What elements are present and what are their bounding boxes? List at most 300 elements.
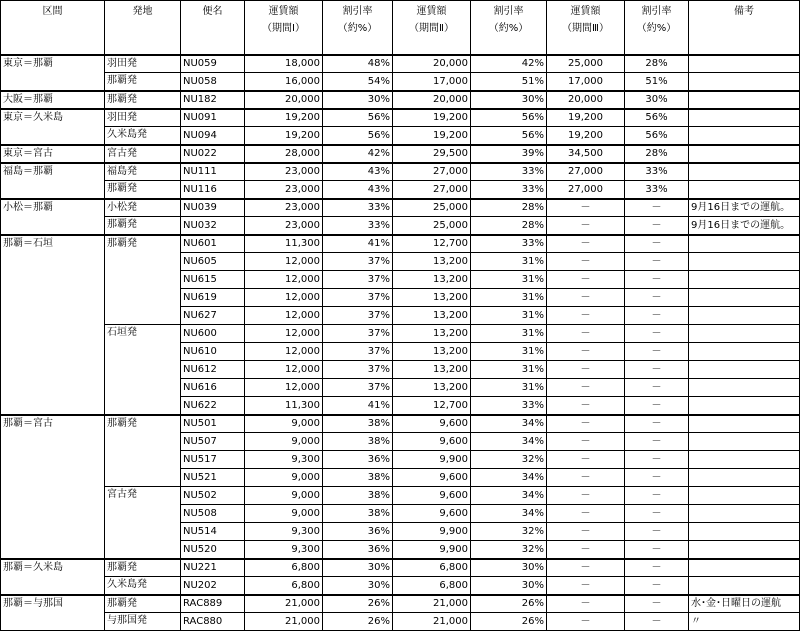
header-fare-2: 運賃額 （期間Ⅱ） <box>393 1 471 55</box>
cell-discount-1: 37% <box>323 253 393 271</box>
cell-fare-2: 21,000 <box>393 595 471 613</box>
cell-discount-3: 33% <box>625 163 689 181</box>
cell-fare-3: 20,000 <box>547 91 625 109</box>
cell-origin: 与那国発 <box>105 613 181 631</box>
cell-discount-1: 54% <box>323 73 393 91</box>
cell-fare-3: 34,500 <box>547 145 625 163</box>
cell-flight: NU627 <box>181 307 245 325</box>
cell-fare-2: 29,500 <box>393 145 471 163</box>
cell-fare-1: 12,000 <box>245 289 323 307</box>
cell-fare-3: 19,200 <box>547 127 625 145</box>
cell-discount-1: 36% <box>323 541 393 559</box>
cell-section: 那覇＝与那国 <box>1 595 105 631</box>
cell-discount-3: － <box>625 577 689 595</box>
cell-fare-3: － <box>547 271 625 289</box>
cell-fare-2: 9,600 <box>393 487 471 505</box>
cell-flight: NU032 <box>181 217 245 235</box>
cell-discount-1: 38% <box>323 469 393 487</box>
cell-discount-2: 31% <box>471 325 547 343</box>
cell-discount-3: － <box>625 235 689 253</box>
cell-fare-3: － <box>547 289 625 307</box>
cell-discount-2: 31% <box>471 361 547 379</box>
cell-note <box>689 541 800 559</box>
cell-fare-2: 27,000 <box>393 181 471 199</box>
cell-discount-3: － <box>625 613 689 631</box>
cell-note <box>689 487 800 505</box>
cell-discount-1: 41% <box>323 235 393 253</box>
cell-fare-3: － <box>547 397 625 415</box>
cell-fare-3: － <box>547 577 625 595</box>
cell-discount-2: 51% <box>471 73 547 91</box>
cell-fare-1: 12,000 <box>245 361 323 379</box>
cell-fare-2: 27,000 <box>393 163 471 181</box>
cell-fare-1: 16,000 <box>245 73 323 91</box>
table-row <box>1 109 800 127</box>
cell-note: 9月16日までの運航。 <box>689 217 800 235</box>
cell-discount-2: 34% <box>471 487 547 505</box>
cell-discount-1: 41% <box>323 397 393 415</box>
cell-fare-1: 19,200 <box>245 127 323 145</box>
table-row <box>1 487 800 505</box>
cell-discount-1: 43% <box>323 163 393 181</box>
cell-discount-3: － <box>625 217 689 235</box>
table-row <box>1 559 800 577</box>
cell-section: 大阪＝那覇 <box>1 91 105 109</box>
cell-fare-3: － <box>547 361 625 379</box>
cell-discount-2: 28% <box>471 217 547 235</box>
cell-discount-3: 56% <box>625 127 689 145</box>
cell-discount-3: － <box>625 361 689 379</box>
cell-fare-3: － <box>547 199 625 217</box>
cell-fare-2: 13,200 <box>393 289 471 307</box>
cell-note <box>689 271 800 289</box>
cell-discount-1: 36% <box>323 523 393 541</box>
cell-fare-1: 12,000 <box>245 253 323 271</box>
cell-flight: NU022 <box>181 145 245 163</box>
cell-note <box>689 289 800 307</box>
cell-fare-1: 6,800 <box>245 577 323 595</box>
cell-flight: NU521 <box>181 469 245 487</box>
cell-discount-1: 37% <box>323 271 393 289</box>
cell-fare-3: － <box>547 487 625 505</box>
cell-note <box>689 415 800 433</box>
cell-fare-1: 12,000 <box>245 307 323 325</box>
cell-discount-3: 28% <box>625 55 689 73</box>
cell-fare-3: － <box>547 523 625 541</box>
cell-flight: NU619 <box>181 289 245 307</box>
cell-discount-1: 37% <box>323 325 393 343</box>
cell-discount-2: 30% <box>471 91 547 109</box>
cell-discount-3: － <box>625 505 689 523</box>
cell-fare-1: 9,000 <box>245 469 323 487</box>
cell-discount-3: － <box>625 397 689 415</box>
cell-origin: 那覇発 <box>105 595 181 613</box>
cell-fare-2: 20,000 <box>393 91 471 109</box>
cell-flight: NU622 <box>181 397 245 415</box>
cell-fare-1: 23,000 <box>245 181 323 199</box>
cell-discount-2: 33% <box>471 181 547 199</box>
cell-discount-3: － <box>625 487 689 505</box>
cell-note <box>689 55 800 73</box>
cell-fare-1: 12,000 <box>245 325 323 343</box>
header-fare-3: 運賃額 （期間Ⅲ） <box>547 1 625 55</box>
cell-discount-2: 30% <box>471 559 547 577</box>
cell-fare-3: 27,000 <box>547 181 625 199</box>
cell-origin: 宮古発 <box>105 145 181 163</box>
cell-fare-2: 13,200 <box>393 307 471 325</box>
table-row <box>1 163 800 181</box>
cell-flight: NU507 <box>181 433 245 451</box>
cell-discount-2: 30% <box>471 577 547 595</box>
cell-discount-2: 31% <box>471 307 547 325</box>
cell-fare-1: 19,200 <box>245 109 323 127</box>
cell-fare-1: 12,000 <box>245 271 323 289</box>
cell-fare-2: 19,200 <box>393 127 471 145</box>
cell-fare-2: 13,200 <box>393 361 471 379</box>
cell-discount-2: 31% <box>471 253 547 271</box>
cell-note <box>689 109 800 127</box>
cell-discount-1: 30% <box>323 559 393 577</box>
table-row <box>1 577 800 595</box>
cell-origin: 那覇発 <box>105 181 181 199</box>
cell-fare-2: 13,200 <box>393 379 471 397</box>
cell-origin: 小松発 <box>105 199 181 217</box>
cell-note: 9月16日までの運航。 <box>689 199 800 217</box>
cell-discount-3: － <box>625 307 689 325</box>
cell-fare-3: 25,000 <box>547 55 625 73</box>
cell-note: 水･金･日曜日の運航 <box>689 595 800 613</box>
table-row <box>1 181 800 199</box>
cell-fare-2: 9,900 <box>393 541 471 559</box>
cell-fare-2: 6,800 <box>393 577 471 595</box>
cell-discount-3: 28% <box>625 145 689 163</box>
cell-discount-2: 31% <box>471 343 547 361</box>
table-row <box>1 91 800 109</box>
cell-fare-3: － <box>547 415 625 433</box>
cell-fare-2: 25,000 <box>393 199 471 217</box>
cell-discount-1: 37% <box>323 307 393 325</box>
cell-fare-2: 17,000 <box>393 73 471 91</box>
cell-discount-1: 43% <box>323 181 393 199</box>
cell-discount-3: － <box>625 379 689 397</box>
cell-fare-2: 9,600 <box>393 469 471 487</box>
cell-fare-2: 25,000 <box>393 217 471 235</box>
cell-discount-2: 56% <box>471 127 547 145</box>
cell-fare-1: 11,300 <box>245 397 323 415</box>
cell-discount-3: － <box>625 343 689 361</box>
header-row <box>1 1 800 55</box>
header-section: 区間 <box>1 1 105 55</box>
cell-discount-2: 34% <box>471 433 547 451</box>
cell-fare-1: 18,000 <box>245 55 323 73</box>
cell-discount-3: 51% <box>625 73 689 91</box>
cell-discount-3: － <box>625 271 689 289</box>
cell-origin: 福島発 <box>105 163 181 181</box>
cell-discount-3: － <box>625 469 689 487</box>
cell-fare-2: 20,000 <box>393 55 471 73</box>
cell-note <box>689 523 800 541</box>
cell-discount-1: 38% <box>323 487 393 505</box>
header-discount-1: 割引率 （約%） <box>323 1 393 55</box>
cell-flight: NU600 <box>181 325 245 343</box>
cell-note <box>689 397 800 415</box>
cell-discount-3: － <box>625 433 689 451</box>
cell-fare-3: 19,200 <box>547 109 625 127</box>
cell-flight: NU517 <box>181 451 245 469</box>
cell-discount-2: 32% <box>471 451 547 469</box>
cell-fare-2: 13,200 <box>393 271 471 289</box>
cell-flight: NU612 <box>181 361 245 379</box>
cell-flight: NU111 <box>181 163 245 181</box>
cell-fare-3: 17,000 <box>547 73 625 91</box>
cell-fare-1: 12,000 <box>245 343 323 361</box>
cell-flight: NU514 <box>181 523 245 541</box>
cell-fare-2: 19,200 <box>393 109 471 127</box>
cell-flight: NU616 <box>181 379 245 397</box>
cell-fare-1: 12,000 <box>245 379 323 397</box>
cell-note <box>689 235 800 253</box>
cell-note <box>689 451 800 469</box>
cell-fare-3: － <box>547 469 625 487</box>
cell-fare-3: － <box>547 559 625 577</box>
cell-fare-2: 9,900 <box>393 451 471 469</box>
cell-fare-1: 9,000 <box>245 433 323 451</box>
table-row <box>1 199 800 217</box>
cell-fare-2: 9,600 <box>393 415 471 433</box>
cell-fare-3: － <box>547 307 625 325</box>
cell-fare-1: 21,000 <box>245 613 323 631</box>
cell-discount-1: 37% <box>323 379 393 397</box>
cell-discount-1: 30% <box>323 577 393 595</box>
cell-fare-1: 21,000 <box>245 595 323 613</box>
cell-flight: NU058 <box>181 73 245 91</box>
table-row <box>1 613 800 631</box>
cell-discount-1: 33% <box>323 217 393 235</box>
cell-discount-1: 30% <box>323 91 393 109</box>
cell-discount-2: 32% <box>471 523 547 541</box>
cell-fare-2: 6,800 <box>393 559 471 577</box>
cell-fare-3: － <box>547 541 625 559</box>
cell-note <box>689 361 800 379</box>
cell-discount-3: － <box>625 451 689 469</box>
table-row <box>1 325 800 343</box>
cell-discount-2: 26% <box>471 613 547 631</box>
cell-flight: NU094 <box>181 127 245 145</box>
cell-origin: 那覇発 <box>105 91 181 109</box>
cell-discount-2: 26% <box>471 595 547 613</box>
cell-flight: NU059 <box>181 55 245 73</box>
table-row <box>1 127 800 145</box>
cell-flight: NU502 <box>181 487 245 505</box>
cell-note <box>689 307 800 325</box>
cell-section: 那覇＝宮古 <box>1 415 105 559</box>
cell-discount-2: 42% <box>471 55 547 73</box>
table-row <box>1 55 800 73</box>
cell-discount-2: 31% <box>471 289 547 307</box>
cell-note <box>689 325 800 343</box>
cell-fare-2: 9,900 <box>393 523 471 541</box>
cell-discount-3: － <box>625 541 689 559</box>
cell-fare-1: 9,300 <box>245 451 323 469</box>
cell-section: 東京＝久米島 <box>1 109 105 145</box>
cell-discount-2: 32% <box>471 541 547 559</box>
table-row <box>1 217 800 235</box>
cell-section: 東京＝宮古 <box>1 145 105 163</box>
cell-fare-2: 21,000 <box>393 613 471 631</box>
cell-note <box>689 181 800 199</box>
cell-discount-2: 31% <box>471 379 547 397</box>
cell-discount-3: － <box>625 199 689 217</box>
cell-flight: RAC880 <box>181 613 245 631</box>
cell-discount-1: 37% <box>323 343 393 361</box>
cell-discount-3: － <box>625 523 689 541</box>
cell-discount-2: 31% <box>471 271 547 289</box>
header-discount-2: 割引率 （約%） <box>471 1 547 55</box>
cell-fare-2: 12,700 <box>393 235 471 253</box>
cell-discount-2: 34% <box>471 469 547 487</box>
table-row <box>1 595 800 613</box>
table-row <box>1 415 800 433</box>
cell-fare-3: － <box>547 451 625 469</box>
cell-fare-1: 28,000 <box>245 145 323 163</box>
cell-discount-2: 56% <box>471 109 547 127</box>
cell-discount-2: 33% <box>471 163 547 181</box>
cell-flight: NU615 <box>181 271 245 289</box>
header-note: 備考 <box>689 1 800 55</box>
cell-discount-2: 34% <box>471 415 547 433</box>
cell-origin: 那覇発 <box>105 73 181 91</box>
cell-note <box>689 253 800 271</box>
cell-note <box>689 505 800 523</box>
cell-discount-1: 42% <box>323 145 393 163</box>
cell-fare-2: 12,700 <box>393 397 471 415</box>
cell-fare-1: 11,300 <box>245 235 323 253</box>
cell-fare-2: 9,600 <box>393 505 471 523</box>
cell-fare-1: 9,000 <box>245 505 323 523</box>
cell-fare-1: 20,000 <box>245 91 323 109</box>
cell-note <box>689 343 800 361</box>
cell-flight: NU501 <box>181 415 245 433</box>
cell-discount-3: 56% <box>625 109 689 127</box>
cell-discount-1: 38% <box>323 505 393 523</box>
cell-note <box>689 91 800 109</box>
cell-flight: NU116 <box>181 181 245 199</box>
cell-section: 小松＝那覇 <box>1 199 105 235</box>
cell-discount-1: 56% <box>323 127 393 145</box>
cell-note: 〃 <box>689 613 800 631</box>
cell-flight: RAC889 <box>181 595 245 613</box>
header-fare-1: 運賃額 （期間Ⅰ） <box>245 1 323 55</box>
cell-discount-3: － <box>625 289 689 307</box>
cell-fare-2: 9,600 <box>393 433 471 451</box>
cell-discount-1: 37% <box>323 289 393 307</box>
cell-section: 那覇＝石垣 <box>1 235 105 415</box>
cell-flight: NU039 <box>181 199 245 217</box>
cell-flight: NU605 <box>181 253 245 271</box>
cell-discount-1: 26% <box>323 595 393 613</box>
cell-flight: NU610 <box>181 343 245 361</box>
cell-discount-2: 28% <box>471 199 547 217</box>
cell-discount-3: － <box>625 595 689 613</box>
cell-discount-1: 36% <box>323 451 393 469</box>
cell-discount-3: － <box>625 253 689 271</box>
cell-flight: NU221 <box>181 559 245 577</box>
cell-fare-3: － <box>547 325 625 343</box>
cell-discount-1: 37% <box>323 361 393 379</box>
table-row <box>1 235 800 253</box>
header-flight: 便名 <box>181 1 245 55</box>
cell-note <box>689 73 800 91</box>
cell-discount-1: 48% <box>323 55 393 73</box>
cell-fare-1: 23,000 <box>245 199 323 217</box>
cell-fare-3: － <box>547 217 625 235</box>
header-origin: 発地 <box>105 1 181 55</box>
cell-origin: 那覇発 <box>105 559 181 577</box>
cell-discount-3: － <box>625 325 689 343</box>
cell-origin: 那覇発 <box>105 415 181 487</box>
cell-fare-1: 9,000 <box>245 415 323 433</box>
cell-note <box>689 379 800 397</box>
cell-discount-3: － <box>625 415 689 433</box>
cell-discount-2: 34% <box>471 505 547 523</box>
cell-origin: 羽田発 <box>105 109 181 127</box>
cell-origin: 久米島発 <box>105 127 181 145</box>
cell-origin: 那覇発 <box>105 235 181 325</box>
cell-discount-3: 33% <box>625 181 689 199</box>
cell-note <box>689 145 800 163</box>
cell-discount-3: 30% <box>625 91 689 109</box>
cell-note <box>689 163 800 181</box>
cell-flight: NU202 <box>181 577 245 595</box>
cell-note <box>689 559 800 577</box>
cell-fare-2: 13,200 <box>393 343 471 361</box>
cell-discount-1: 56% <box>323 109 393 127</box>
cell-discount-1: 33% <box>323 199 393 217</box>
cell-fare-3: － <box>547 253 625 271</box>
cell-fare-3: － <box>547 595 625 613</box>
cell-fare-3: － <box>547 235 625 253</box>
cell-fare-2: 13,200 <box>393 253 471 271</box>
cell-fare-3: 27,000 <box>547 163 625 181</box>
cell-discount-1: 38% <box>323 433 393 451</box>
cell-section: 那覇＝久米島 <box>1 559 105 595</box>
cell-fare-1: 23,000 <box>245 217 323 235</box>
cell-discount-1: 26% <box>323 613 393 631</box>
cell-fare-1: 6,800 <box>245 559 323 577</box>
cell-note <box>689 577 800 595</box>
cell-flight: NU508 <box>181 505 245 523</box>
cell-fare-1: 9,000 <box>245 487 323 505</box>
cell-origin: 羽田発 <box>105 55 181 73</box>
cell-fare-1: 9,300 <box>245 541 323 559</box>
cell-discount-2: 33% <box>471 397 547 415</box>
table-row <box>1 73 800 91</box>
cell-fare-1: 9,300 <box>245 523 323 541</box>
cell-fare-2: 13,200 <box>393 325 471 343</box>
cell-origin: 那覇発 <box>105 217 181 235</box>
cell-fare-1: 23,000 <box>245 163 323 181</box>
cell-discount-3: － <box>625 559 689 577</box>
table-row <box>1 145 800 163</box>
cell-flight: NU601 <box>181 235 245 253</box>
cell-origin: 久米島発 <box>105 577 181 595</box>
cell-section: 東京＝那覇 <box>1 55 105 91</box>
cell-section: 福島＝那覇 <box>1 163 105 199</box>
cell-origin: 石垣発 <box>105 325 181 415</box>
cell-note <box>689 469 800 487</box>
cell-flight: NU091 <box>181 109 245 127</box>
cell-note <box>689 127 800 145</box>
